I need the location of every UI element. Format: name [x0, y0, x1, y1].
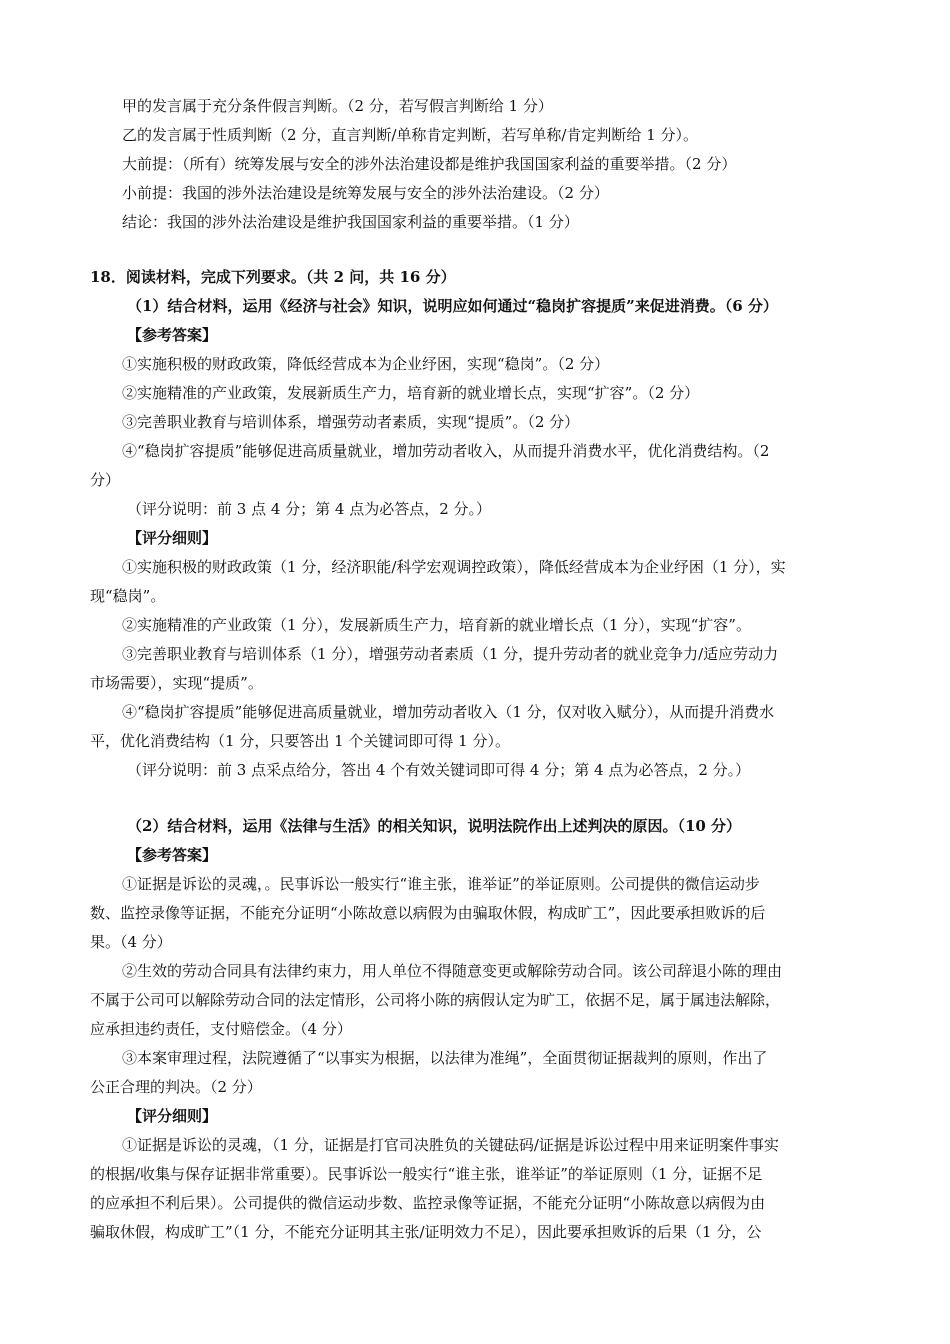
text-line: 甲的发言属于充分条件假言判断。（2 分，若写假言判断给 1 分）	[122, 97, 553, 115]
rule-line: ①实施积极的财政政策（1 分，经济职能/科学宏观调控政策），降低经营成本为企业纾困（1 分），实	[122, 558, 786, 576]
answer-line: ①实施积极的财政政策，降低经营成本为企业纾困，实现“稳岗”。（2 分）	[122, 355, 610, 373]
answer-line: 不属于公司可以解除劳动合同的法定情形，公司将小陈的病假认定为旷工，依据不足，属于属违法解除，	[90, 991, 781, 1009]
question-18-part-1	[90, 292, 860, 785]
answer-line: ④“稳岗扩容提质”能够促进高质量就业，增加劳动者收入，从而提升消费水平，优化消费结构。（2	[122, 442, 770, 460]
scoring-rules-heading: 【评分细则】	[127, 1107, 218, 1125]
spacer	[90, 237, 860, 263]
rule-line: ②实施精准的产业政策（1 分），发展新质生产力，培育新的就业增长点（1 分），实现“扩容”。	[122, 616, 751, 634]
answer-block-17	[90, 92, 860, 237]
question-title: 18．阅读材料，完成下列要求。（共 2 问，共 16 分）	[90, 268, 456, 286]
rule-line: 平，优化消费结构（1 分，只要答出 1 个关键词即可得 1 分）。	[90, 732, 510, 750]
text-line: 乙的发言属于性质判断（2 分，直言判断/单称肯定判断，若写单称/肯定判断给 1 分）。	[122, 126, 699, 144]
reference-answer-heading: 【参考答案】	[127, 846, 218, 864]
answer-line: ③本案审理过程，法院遵循了“以事实为根据，以法律为准绳”，全面贯彻证据裁判的原则，作出了	[122, 1049, 768, 1067]
rule-line: 现“稳岗”。	[90, 587, 166, 605]
answer-line: 果。（4 分）	[90, 933, 172, 951]
sub-question: （2）结合材料，运用《法律与生活》的相关知识，说明法院作出上述判决的原因。（10 分）	[127, 817, 742, 835]
text-line: 结论：我国的涉外法治建设是维护我国国家利益的重要举措。（1 分）	[122, 213, 579, 231]
reference-answer-heading: 【参考答案】	[127, 326, 218, 344]
rule-line: ①证据是诉讼的灵魂，（1 分，证据是打官司决胜负的关键砝码/证据是诉讼过程中用来证明案件事实	[122, 1136, 779, 1154]
answer-line: ①证据是诉讼的灵魂，。民事诉讼一般实行“谁主张，谁举证”的举证原则。公司提供的微信运动步	[122, 875, 760, 893]
text-line: 大前提：（所有）统筹发展与安全的涉外法治建设都是维护我国国家利益的重要举措。（2 分）	[122, 155, 737, 173]
answer-line: 应承担违约责任，支付赔偿金。（4 分）	[90, 1020, 352, 1038]
rule-line: 市场需要），实现“提质”。	[90, 674, 263, 692]
question-18-part-2	[90, 812, 860, 1247]
spacer	[90, 785, 860, 812]
scoring-note: （评分说明：前 3 点采点给分，答出 4 个有效关键词即可得 4 分；第 4 点为必答点，2 分。）	[127, 761, 751, 779]
answer-line: 数、监控录像等证据，不能充分证明“小陈故意以病假为由骗取休假，构成旷工”，因此要承担败诉的后	[90, 904, 766, 922]
rule-line: 的根据/收集与保存证据非常重要）。民事诉讼一般实行“谁主张，谁举证”的举证原则（1 分，证据不足	[90, 1165, 763, 1183]
answer-line: 分）	[90, 471, 121, 489]
question-18	[90, 263, 860, 1247]
text-line: 小前提：我国的涉外法治建设是统筹发展与安全的涉外法治建设。（2 分）	[122, 184, 609, 202]
rule-line: 骗取休假，构成旷工”（1 分，不能充分证明其主张/证明效力不足），因此要承担败诉的后果（1 分，公	[90, 1223, 762, 1241]
rule-line: ④“稳岗扩容提质”能够促进高质量就业，增加劳动者收入（1 分，仅对收入赋分），从而提升消费水	[122, 703, 775, 721]
answer-line: ②实施精准的产业政策，发展新质生产力，培育新的就业增长点，实现“扩容”。（2 分）	[122, 384, 700, 402]
answer-line: 公正合理的判决。（2 分）	[90, 1078, 262, 1096]
scoring-rules-heading: 【评分细则】	[127, 529, 218, 547]
answer-line: ③完善职业教育与培训体系，增强劳动者素质，实现“提质”。（2 分）	[122, 413, 580, 431]
scoring-note: （评分说明：前 3 点 4 分；第 4 点为必答点，2 分。）	[127, 500, 492, 518]
rule-line: 的应承担不利后果）。公司提供的微信运动步数、监控录像等证据，不能充分证明“小陈故意以病假为由	[90, 1194, 766, 1212]
rule-line: ③完善职业教育与培训体系（1 分），增强劳动者素质（1 分，提升劳动者的就业竞争力/适应劳动力	[122, 645, 779, 663]
answer-line: ②生效的劳动合同具有法律约束力，用人单位不得随意变更或解除劳动合同。该公司辞退小陈的理由	[122, 962, 783, 980]
sub-question: （1）结合材料，运用《经济与社会》知识，说明应如何通过“稳岗扩容提质”来促进消费。（6 分）	[127, 297, 778, 315]
